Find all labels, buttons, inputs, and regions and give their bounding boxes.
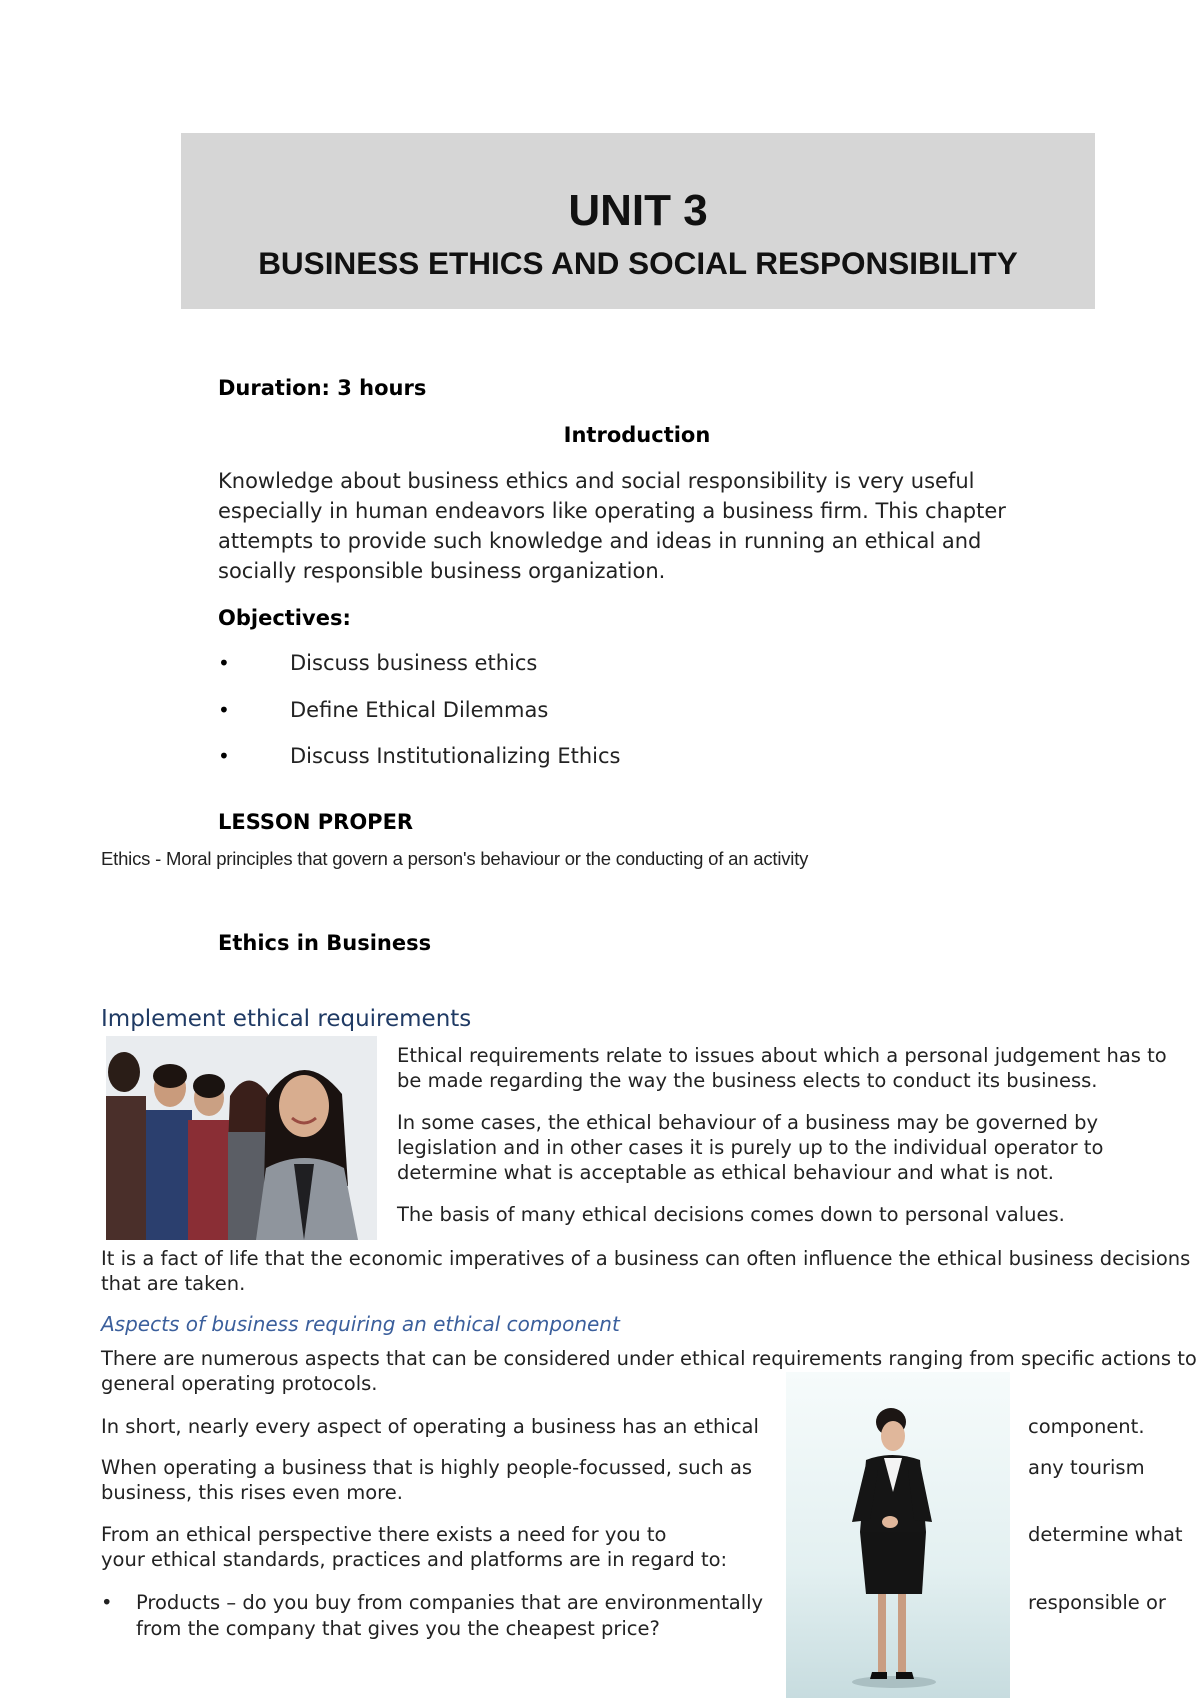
introduction-text: Knowledge about business ethics and social responsibility is very useful especially in human endeavors like operating a business firm. This chapter attempts to provide such knowledge and ideas in running an ethical and socially responsible business organization. [218, 469, 1006, 583]
team-photo [106, 1036, 377, 1240]
section-paragraph: Ethical requirements relate to issues about which a personal judgement has to be made regarding the way the business elects to conduct its business. [397, 1044, 1167, 1092]
short-line-left: In short, nearly every aspect of operating a business has an ethical [101, 1415, 759, 1438]
objective-item: Define Ethical Dilemmas [290, 698, 549, 722]
aspects-intro: There are numerous aspects that can be considered under ethical requirements ranging from specific actions to general operating protocols. [101, 1347, 1197, 1395]
businesswoman-photo [786, 1372, 1010, 1698]
section-paragraph: In some cases, the ethical behaviour of a business may be governed by legislation and in other cases it is purely up to the individual operator to determine what is acceptable as ethical behaviour and what is not. [397, 1111, 1104, 1184]
objective-item: Discuss business ethics [290, 651, 538, 675]
products-line-left: Products – do you buy from companies that are environmentally [136, 1591, 764, 1614]
ethics-definition: Ethics - Moral principles that govern a person's behaviour or the conducting of an activity [101, 848, 809, 869]
introduction-heading: Introduction [563, 423, 711, 447]
people-line-left: When operating a business that is highly people-focussed, such as [101, 1456, 753, 1479]
short-line-right: component. [1028, 1415, 1145, 1438]
full-width-paragraph: It is a fact of life that the economic imperatives of a business can often influence the ethical business decisions that are taken. [101, 1247, 1191, 1295]
perspective-line-left: From an ethical perspective there exists a need for you to [101, 1523, 667, 1546]
ethics-in-business-heading: Ethics in Business [218, 931, 432, 955]
duration: Duration: 3 hours [218, 376, 427, 400]
section-heading: Implement ethical requirements [101, 1006, 472, 1032]
bullet-icon: • [218, 651, 230, 675]
unit-number: UNIT 3 [568, 186, 708, 235]
objective-item: Discuss Institutionalizing Ethics [290, 744, 621, 768]
bullet-icon: • [218, 698, 230, 722]
objectives-heading: Objectives: [218, 606, 351, 630]
products-line-2: from the company that gives you the cheapest price? [136, 1617, 660, 1640]
perspective-line-2: your ethical standards, practices and platforms are in regard to: [101, 1548, 728, 1571]
bullet-icon: • [101, 1591, 113, 1614]
people-line-right: any tourism [1028, 1456, 1145, 1479]
section-paragraph: The basis of many ethical decisions comes down to personal values. [397, 1203, 1065, 1226]
people-line-2: business, this rises even more. [101, 1481, 403, 1504]
products-line-right: responsible or [1028, 1591, 1166, 1614]
perspective-line-right: determine what [1028, 1523, 1183, 1546]
unit-title: BUSINESS ETHICS AND SOCIAL RESPONSIBILITY [258, 245, 1018, 281]
lesson-proper-heading: LESSON PROPER [218, 810, 414, 834]
bullet-icon: • [218, 744, 230, 768]
aspects-heading: Aspects of business requiring an ethical component [101, 1312, 620, 1336]
